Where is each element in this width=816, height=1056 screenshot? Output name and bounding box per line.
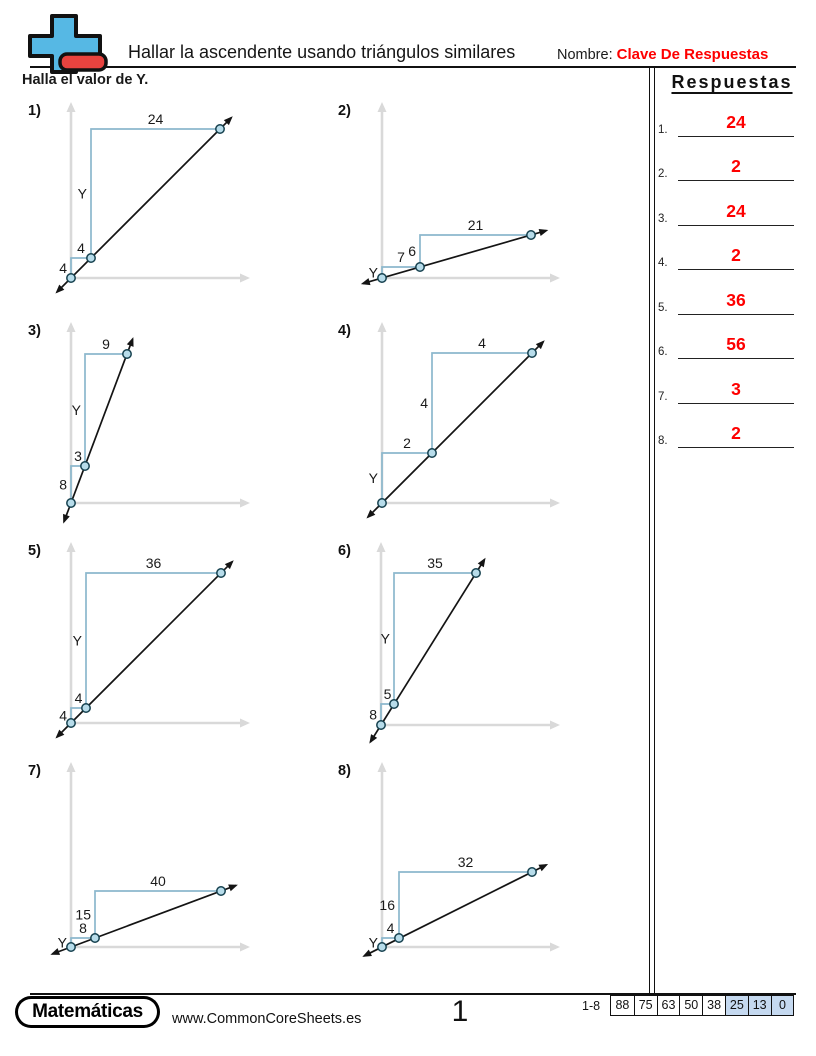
answer-value: 2 — [731, 245, 741, 266]
score-cell: 88 — [615, 998, 630, 1012]
small-rise-label: Y — [368, 264, 378, 281]
small-rise-label: 4 — [59, 707, 67, 724]
data-point — [428, 449, 436, 457]
score-range-label: 1-8 — [582, 999, 601, 1013]
big-rise-label: 6 — [408, 243, 416, 259]
data-point — [91, 934, 99, 942]
small-rise-label: 8 — [369, 706, 377, 723]
data-point — [378, 943, 386, 951]
y-axis-arrow-icon — [378, 102, 387, 112]
line-arrow-icon — [538, 864, 548, 871]
score-cell: 38 — [702, 996, 725, 1015]
data-point — [67, 719, 75, 727]
small-rise-label: Y — [57, 934, 67, 951]
problem-number: 8) — [338, 763, 351, 779]
problem-number: 1) — [28, 103, 41, 119]
small-rise-label: 8 — [59, 476, 67, 493]
line-arrow-icon — [127, 337, 134, 347]
small-run-label: 8 — [79, 920, 87, 936]
big-run-label: 32 — [457, 854, 474, 870]
answer-row — [652, 104, 812, 138]
y-axis-arrow-icon — [378, 322, 387, 332]
answers-panel — [652, 68, 816, 993]
data-point — [67, 943, 75, 951]
problems-grid — [18, 95, 648, 975]
answers-title: Respuestas — [671, 72, 793, 92]
big-rise-label: 15 — [75, 906, 91, 923]
problem-5 — [18, 535, 325, 755]
answer-number: 1. — [658, 123, 668, 136]
x-axis-arrow-icon — [550, 721, 560, 730]
answer-number: 4. — [658, 257, 668, 270]
data-point — [67, 274, 75, 282]
logo-red-bar — [60, 54, 106, 70]
answer-number: 3. — [658, 212, 668, 225]
y-axis-arrow-icon — [378, 762, 387, 772]
big-run-label: 9 — [102, 336, 110, 352]
y-axis-arrow-icon — [67, 542, 76, 552]
data-point — [217, 569, 225, 577]
x-axis-arrow-icon — [240, 499, 250, 508]
data-point — [82, 704, 90, 712]
y-axis-arrow-icon — [67, 102, 76, 112]
big-run-label: 4 — [478, 335, 486, 351]
answer-row — [652, 148, 812, 182]
answer-line — [678, 180, 794, 181]
small-run-label: 7 — [397, 249, 405, 265]
answer-number: 5. — [658, 301, 668, 314]
data-point — [472, 569, 480, 577]
x-axis-arrow-icon — [240, 719, 250, 728]
big-rise-label: Y — [77, 185, 87, 202]
data-point — [377, 721, 385, 729]
line-arrow-icon — [63, 514, 70, 524]
score-cell: 25 — [725, 996, 748, 1015]
problem-graph — [18, 315, 325, 535]
answer-line — [678, 314, 794, 315]
answer-line — [678, 358, 794, 359]
big-run-label: 24 — [147, 111, 164, 127]
brand-logo — [15, 996, 160, 1028]
x-axis-arrow-icon — [240, 274, 250, 283]
problem-graph — [18, 95, 325, 315]
small-run-label: 4 — [74, 690, 83, 706]
data-point — [87, 254, 95, 262]
problem-graph — [328, 315, 635, 535]
line-arrow-icon — [228, 884, 238, 891]
y-axis-arrow-icon — [67, 322, 76, 332]
data-point — [378, 274, 386, 282]
big-run-label: 40 — [150, 873, 166, 889]
data-point — [67, 499, 75, 507]
answer-line — [678, 269, 794, 270]
answer-number: 6. — [658, 346, 668, 359]
problem-graph — [18, 755, 325, 975]
answer-value: 2 — [731, 423, 741, 444]
score-cell: 50 — [679, 996, 702, 1015]
problem-graph — [328, 755, 635, 975]
x-axis-arrow-icon — [550, 499, 560, 508]
answer-key-badge: Clave De Respuestas — [616, 46, 769, 63]
problem-number: 3) — [28, 323, 41, 339]
big-rise-label: Y — [72, 632, 82, 649]
answer-line — [678, 225, 794, 226]
answer-row — [652, 371, 812, 405]
problem-number: 4) — [338, 323, 351, 339]
page-title: Hallar la ascendente usando triángulos similares — [128, 42, 516, 62]
x-axis-arrow-icon — [550, 943, 560, 952]
small-run-label: 4 — [77, 240, 85, 256]
small-rise-label: 4 — [59, 260, 67, 276]
problem-6 — [328, 535, 635, 755]
problem-number: 6) — [338, 543, 351, 559]
answer-value: 56 — [726, 334, 746, 355]
plus-logo-icon — [28, 14, 122, 74]
answer-value: 24 — [726, 200, 746, 221]
answer-number: 7. — [658, 390, 668, 403]
big-rise-label: Y — [380, 630, 390, 647]
problem-2 — [328, 95, 635, 315]
answer-row — [652, 193, 812, 227]
y-axis-arrow-icon — [377, 542, 386, 552]
answer-row — [652, 415, 812, 449]
answer-value: 2 — [731, 156, 741, 177]
problem-1 — [18, 95, 325, 315]
graph-line — [368, 342, 543, 517]
small-rise-label: Y — [368, 470, 378, 486]
data-point — [216, 125, 224, 133]
problem-7 — [18, 755, 325, 975]
data-point — [528, 868, 536, 876]
score-cell: 75 — [634, 996, 657, 1015]
small-rise-label: Y — [368, 934, 378, 951]
data-point — [81, 462, 89, 470]
small-run-label: 3 — [74, 448, 82, 464]
problem-graph — [328, 535, 635, 755]
big-run-label: 21 — [467, 217, 484, 233]
answer-number: 8. — [658, 435, 668, 448]
big-rise-label: Y — [71, 402, 81, 418]
answer-line — [678, 136, 794, 137]
graph-line — [57, 118, 231, 292]
instruction-text: Halla el valor de Y. — [22, 72, 149, 88]
answer-value: 24 — [726, 111, 746, 132]
small-run-label: 4 — [386, 920, 395, 936]
answer-row — [652, 237, 812, 271]
answer-line — [678, 403, 794, 404]
page-number: 1 — [451, 995, 469, 1028]
graph-line — [370, 559, 484, 742]
small-run-label: 2 — [403, 435, 411, 451]
problem-number: 5) — [28, 543, 41, 559]
score-cell: 0 — [771, 996, 794, 1015]
name-row — [557, 46, 768, 63]
answer-number: 2. — [658, 168, 668, 181]
small-run-label: 5 — [383, 686, 392, 702]
answer-row — [652, 282, 812, 316]
data-point — [395, 934, 403, 942]
data-point — [416, 263, 424, 271]
problem-graph — [18, 535, 325, 755]
answer-line — [678, 447, 794, 448]
score-table — [610, 995, 794, 1016]
big-run-label: 36 — [145, 555, 162, 571]
data-point — [378, 499, 386, 507]
brand-logo-text: Matemáticas — [18, 999, 157, 1025]
problem-4 — [328, 315, 635, 535]
y-axis-arrow-icon — [67, 762, 76, 772]
data-point — [528, 349, 536, 357]
graph-line — [363, 231, 547, 284]
answer-value: 3 — [731, 378, 741, 399]
x-axis-arrow-icon — [550, 274, 560, 283]
big-rise-label: 16 — [379, 897, 395, 913]
line-arrow-icon — [478, 558, 486, 568]
answer-value: 36 — [726, 289, 746, 310]
graph-line — [64, 339, 133, 522]
website-url: www.CommonCoreSheets.es — [172, 1011, 362, 1027]
big-rise-label: 4 — [420, 395, 428, 411]
data-point — [123, 350, 131, 358]
score-cell: 13 — [748, 996, 771, 1015]
data-point — [217, 887, 225, 895]
answer-row — [652, 326, 812, 360]
problem-number: 2) — [338, 103, 351, 119]
problem-8 — [328, 755, 635, 975]
x-axis-arrow-icon — [240, 943, 250, 952]
score-cell: 63 — [657, 996, 680, 1015]
line-arrow-icon — [369, 734, 377, 744]
name-label: Nombre: — [557, 47, 613, 63]
big-run-label: 35 — [427, 555, 443, 571]
problem-number: 7) — [28, 763, 41, 779]
problem-graph — [328, 95, 635, 315]
line-arrow-icon — [362, 950, 372, 957]
problem-3 — [18, 315, 325, 535]
data-point — [527, 231, 535, 239]
line-arrow-icon — [539, 229, 549, 236]
